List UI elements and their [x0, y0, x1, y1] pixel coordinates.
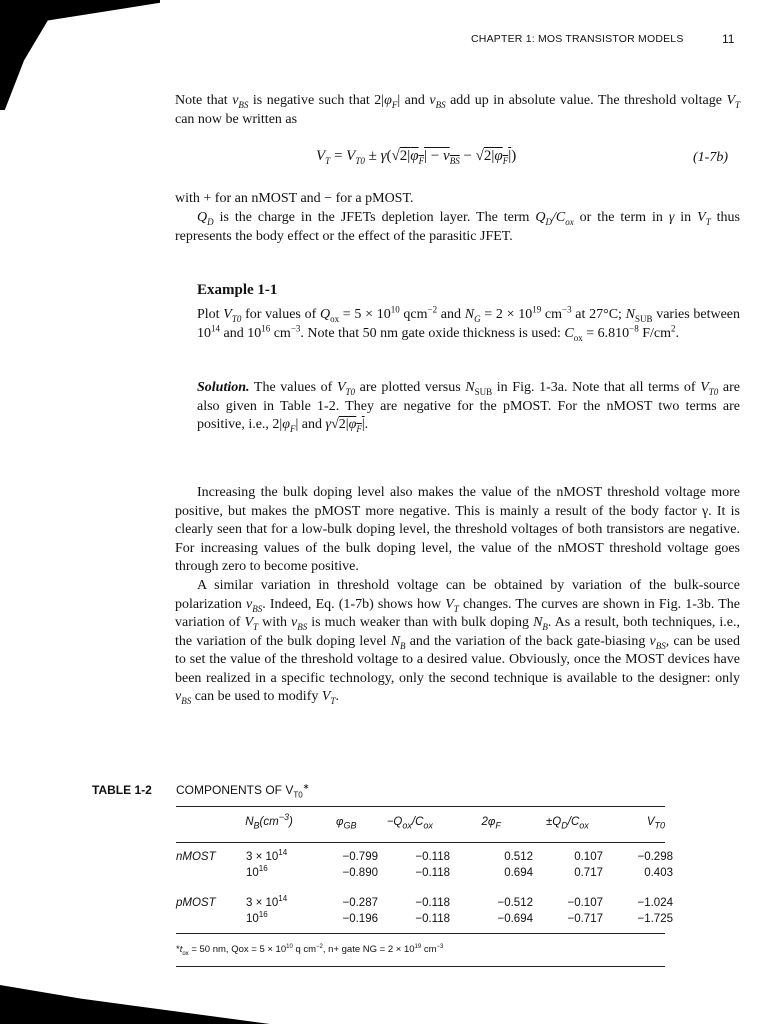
- example-statement: Plot $V_{T0}$ for values of $Q_{ox} = 5 \times 10^{10}$ qcm$^{-2}$ and $N_G = 2 \times 10^{19}$ $cm^{-3}$ at 27°C; $N_{SUB}$ varies between $10^{14}$ and $10^{16}$ $cm^{-3}$. Note that 50 nm gate oxide thickness is used: $C_{ox} = 6.810^{-8}$ $F/cm^2$.: [197, 304, 740, 343]
- table-footnote: $*t_{ox} = 50$ nm, Qox = $5 \times 10^{10}$ q $cm^{-2}$, n+ gate NG = $2 \times 10^{19}$ $cm^{-3}$: [176, 943, 444, 957]
- paragraph-sign-convention: with + for an nMOST and − for a pMOST.: [175, 191, 414, 206]
- col-nb: $N_B(cm^{-3})$: [245, 812, 293, 831]
- col-vt0: $V_{T0}$: [646, 816, 665, 831]
- running-header: [471, 33, 684, 45]
- cell-vt0: −0.298: [637, 851, 673, 863]
- cell-qd: −0.717: [567, 913, 603, 925]
- table-rule-bottom: [176, 933, 665, 934]
- col-phif: $2\varphi_F$: [481, 816, 501, 831]
- cell-qd: −0.107: [567, 897, 603, 909]
- table-rule-top: [176, 806, 665, 807]
- example-solution: Solution. The values of $V_{T0}$ are plotted versus $N_{SUB}$ in Fig. 1-3a. Note that all terms of $V_{T0}$ are also given in Table 1-2. They are negative for the pMOST. For the nMOST two terms are positive, i.e., $2|\varphi_F|$ and $\gamma√2|\varphi_F|$.: [197, 380, 740, 434]
- example-heading: Example 1-1: [197, 282, 278, 298]
- table-label: TABLE 1-2: [92, 783, 152, 797]
- cell-phif: 0.512: [504, 851, 533, 863]
- table-rule-footnote: [176, 966, 665, 967]
- paragraph-charge-qd: $Q_D$ is the charge in the JFETs depletion layer. The term $Q_D/C_{ox}$ or the term in γ in $V_T$ thus represents the body effect or the effect of the parasitic JFET.: [175, 210, 741, 244]
- cell-nb: $10^{16}$: [246, 864, 268, 879]
- cell-phigb: −0.799: [342, 851, 378, 863]
- cell-qox: −0.118: [415, 867, 450, 879]
- table-rule-mid: [176, 842, 665, 843]
- cell-qd: 0.717: [574, 867, 603, 879]
- table-row: [176, 894, 673, 912]
- cell-qox: −0.118: [415, 897, 450, 909]
- paragraph-bulk-doping: Increasing the bulk doping level also makes the value of the nMOST threshold voltage more positive, but makes the pMOST more negative. This is mainly a result of the body factor γ. It is clearly seen that for a low-bulk doping level, the threshold voltages of both transistors are negative. For increasing values of the bulk doping level, the value of the nMOST threshold voltage goes through zero to become positive.: [175, 485, 740, 574]
- cell-group: pMOST: [176, 897, 216, 909]
- table-row: [176, 848, 673, 866]
- cell-phigb: −0.196: [342, 913, 378, 925]
- col-qd: $\pm Q_D/C_{ox}$: [545, 816, 589, 831]
- cell-vt0: −1.725: [637, 913, 673, 925]
- cell-nb: $3 \times 10^{14}$: [246, 894, 288, 909]
- cell-qox: −0.118: [415, 851, 450, 863]
- equation-label: (1-7b): [693, 150, 728, 165]
- cell-nb: $3 \times 10^{14}$: [246, 848, 288, 863]
- cell-phigb: −0.287: [342, 897, 378, 909]
- cell-nb: $10^{16}$: [246, 910, 268, 925]
- scan-edge-bottom-left: [0, 985, 270, 1024]
- equation-threshold-voltage: $V_T = V_{T0} \pm \gamma(√2|\varphi_F| - v_{BS} - √2|\varphi_F|)$: [316, 148, 517, 166]
- table-title: COMPONENTS OF $V_{T0}^∗$: [176, 782, 310, 800]
- col-phigb: $\varphi_{GB}$: [335, 816, 357, 831]
- table-row: [176, 910, 673, 928]
- cell-phif: −0.512: [497, 897, 533, 909]
- page-number: 11: [722, 32, 735, 46]
- col-qox: $-Q_{ox}/C_{ox}$: [386, 816, 433, 831]
- paragraph-note-vbs: Note that $v_{BS}$ is negative such that $2|\varphi_F|$ and $v_{BS}$ add up in absolute value. The threshold voltage $V_T$ can now be written as: [175, 93, 741, 127]
- cell-vt0: −1.024: [637, 897, 673, 909]
- paragraph-bulk-source: A similar variation in threshold voltage can be obtained by variation of the bulk-source polarization $v_{BS}$. Indeed, Eq. (1-7b) shows how $V_T$ changes. The curves are shown in Fig. 1-3b. The variation of $V_T$ with $v_{BS}$ is much weaker than with bulk doping $N_B$. As a result, both techniques, i.e., the variation of the bulk doping level $N_B$ and the variation of the back gate-biasing $v_{BS}$, can be used to set the value of the threshold voltage to a desired value. Obviously, once the MOST devices have been realized in a specific technology, only the second technique is available to the designer: only $v_{BS}$ can be used to modify $V_T$.: [175, 578, 741, 706]
- cell-qd: 0.107: [574, 851, 603, 863]
- cell-vt0: 0.403: [644, 867, 673, 879]
- cell-qox: −0.118: [415, 913, 450, 925]
- cell-phif: −0.694: [497, 913, 533, 925]
- cell-phif: 0.694: [504, 867, 533, 879]
- table-row: [176, 864, 673, 882]
- cell-phigb: −0.890: [342, 867, 378, 879]
- running-title: CHAPTER 1: MOS TRANSISTOR MODELS: [471, 33, 684, 45]
- cell-group: nMOST: [176, 851, 216, 863]
